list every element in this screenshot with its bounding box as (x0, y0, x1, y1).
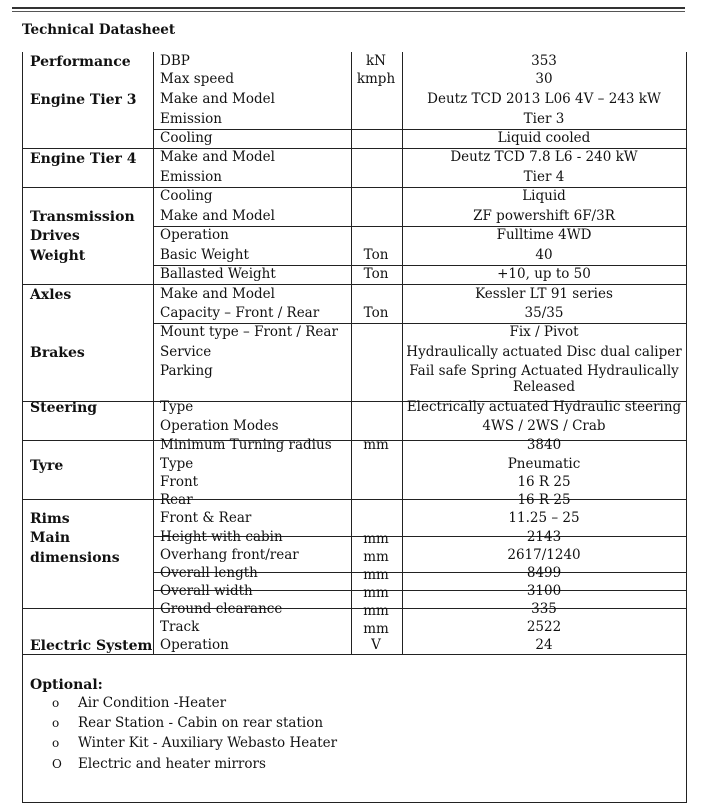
category-performance: Performance (30, 54, 131, 70)
row-value: Fulltime 4WD (496, 227, 592, 243)
row-value: 2522 (526, 619, 562, 635)
optional-item (52, 756, 266, 772)
row-value: 3840 (526, 437, 562, 453)
row-unit: mm (363, 567, 389, 583)
category-main: Main (30, 530, 71, 546)
row-property: Operation (160, 227, 229, 243)
category-rims: Rims (30, 511, 70, 527)
row-property: Type (160, 399, 194, 415)
row-property: Make and Model (160, 286, 275, 302)
row-value: Fix / Pivot (509, 324, 579, 340)
row-property: Front (160, 474, 199, 490)
row-property: Rear (160, 492, 193, 508)
row-property: Cooling (160, 130, 213, 146)
row-property: Capacity – Front / Rear (160, 305, 320, 321)
row-value: 16 R 25 (517, 474, 571, 490)
header-rule (12, 7, 685, 9)
category-engine-tier-4: Engine Tier 4 (30, 151, 137, 167)
row-unit: mm (363, 621, 389, 637)
row-property: DBP (160, 53, 190, 69)
row-unit: Ton (363, 305, 389, 321)
bullet-icon: o (52, 716, 60, 730)
row-value: Liquid (522, 188, 566, 204)
row-property: Front & Rear (160, 510, 252, 526)
row-unit: mm (363, 549, 389, 565)
category-electric-system: Electric System (30, 638, 153, 654)
row-property: Emission (160, 169, 222, 185)
row-value: Pneumatic (507, 456, 581, 472)
row-unit: mm (363, 585, 389, 601)
frame-bottom (22, 802, 686, 803)
optional-item-label: Air Condition -Heater (78, 695, 227, 711)
row-value: 2617/1240 (507, 547, 581, 563)
row-property: Height with cabin (160, 529, 283, 545)
row-value: 353 (531, 53, 557, 69)
row-unit: kmph (356, 71, 396, 87)
row-value: 24 (535, 637, 553, 653)
row-value: 11.25 – 25 (508, 510, 580, 526)
category-tyre: Tyre (30, 458, 64, 474)
row-line (153, 129, 686, 130)
optional-item (52, 695, 226, 711)
row-property: Make and Model (160, 208, 275, 224)
bullet-icon: O (52, 757, 62, 771)
row-value: Tier 4 (523, 169, 565, 185)
table-bottom-line (22, 654, 686, 655)
row-unit: Ton (363, 247, 389, 263)
row-value: Kessler LT 91 series (475, 286, 613, 302)
category-axles: Axles (30, 287, 72, 303)
row-unit: mm (363, 531, 389, 547)
row-value: 4WS / 2WS / Crab (482, 418, 606, 434)
category-line (22, 608, 153, 609)
row-unit: mm (363, 603, 389, 619)
row-unit: kN (366, 53, 386, 69)
row-property: Operation (160, 637, 229, 653)
category-transmission: Transmission (30, 209, 135, 225)
row-property: Ground clearance (160, 601, 283, 617)
category-line (22, 148, 153, 149)
row-property: Basic Weight (160, 247, 249, 263)
optional-item (52, 735, 337, 751)
category-steering: Steering (30, 400, 98, 416)
row-unit: Ton (363, 266, 389, 282)
row-property: Emission (160, 111, 222, 127)
bullet-icon: o (52, 696, 60, 710)
category-drives: Drives (30, 228, 80, 244)
row-value: 2143 (526, 529, 562, 545)
row-property: Make and Model (160, 149, 275, 165)
row-line (153, 187, 686, 188)
row-property: Overall width (160, 583, 253, 599)
bullet-icon: o (52, 736, 60, 750)
category-brakes: Brakes (30, 345, 85, 361)
col-separator-1 (153, 52, 154, 654)
row-property: Service (160, 344, 212, 360)
category-dimensions: dimensions (30, 550, 120, 566)
row-value: Tier 3 (523, 111, 565, 127)
row-value: Deutz TCD 2013 L06 4V – 243 kW (427, 91, 661, 107)
category-line (22, 284, 153, 285)
category-line (22, 187, 153, 188)
optional-item-label: Winter Kit - Auxiliary Webasto Heater (78, 735, 338, 751)
row-value: 335 (531, 601, 557, 617)
row-property: Type (160, 456, 194, 472)
row-value: Deutz TCD 7.8 L6 - 240 kW (450, 149, 638, 165)
row-property: Mount type – Front / Rear (160, 324, 338, 340)
row-property: Track (160, 619, 200, 635)
category-line (22, 499, 153, 500)
frame-right (686, 52, 687, 803)
row-value: Fail safe Spring Actuated Hydraulically Released (409, 363, 679, 395)
row-property: Overhang front/rear (160, 547, 299, 563)
optional-title: Optional: (30, 677, 103, 693)
row-property: Minimum Turning radius (160, 437, 332, 453)
category-engine-tier-3: Engine Tier 3 (30, 92, 137, 108)
row-value: 40 (535, 247, 553, 263)
category-line (22, 440, 153, 441)
row-value: 8499 (526, 565, 562, 581)
optional-item (52, 715, 323, 731)
row-property: Ballasted Weight (160, 266, 276, 282)
row-value: 35/35 (524, 305, 564, 321)
category-weight: Weight (30, 248, 86, 264)
row-line (153, 226, 686, 227)
row-value: Hydraulically actuated Disc dual caliper (406, 344, 682, 360)
optional-item-label: Rear Station - Cabin on rear station (78, 715, 324, 731)
row-property: Max speed (160, 71, 234, 87)
row-property: Make and Model (160, 91, 275, 107)
row-property: Parking (160, 363, 213, 379)
row-value: 30 (535, 71, 553, 87)
row-property: Cooling (160, 188, 213, 204)
row-unit: V (371, 637, 381, 653)
document-title: Technical Datasheet (22, 22, 176, 38)
row-property: Overall length (160, 565, 258, 581)
row-value: Electrically actuated Hydraulic steering (406, 399, 682, 415)
header-rule-thin (12, 11, 685, 12)
row-value: 16 R 25 (517, 492, 571, 508)
row-unit: mm (363, 437, 389, 453)
row-value: Liquid cooled (497, 130, 591, 146)
row-value: +10, up to 50 (497, 266, 591, 282)
frame-left (22, 52, 23, 803)
row-line (153, 284, 686, 285)
row-property: Operation Modes (160, 418, 279, 434)
row-value: ZF powershift 6F/3R (473, 208, 615, 224)
datasheet-table (22, 52, 686, 803)
row-value: 3100 (526, 583, 562, 599)
optional-item-label: Electric and heater mirrors (78, 756, 266, 772)
